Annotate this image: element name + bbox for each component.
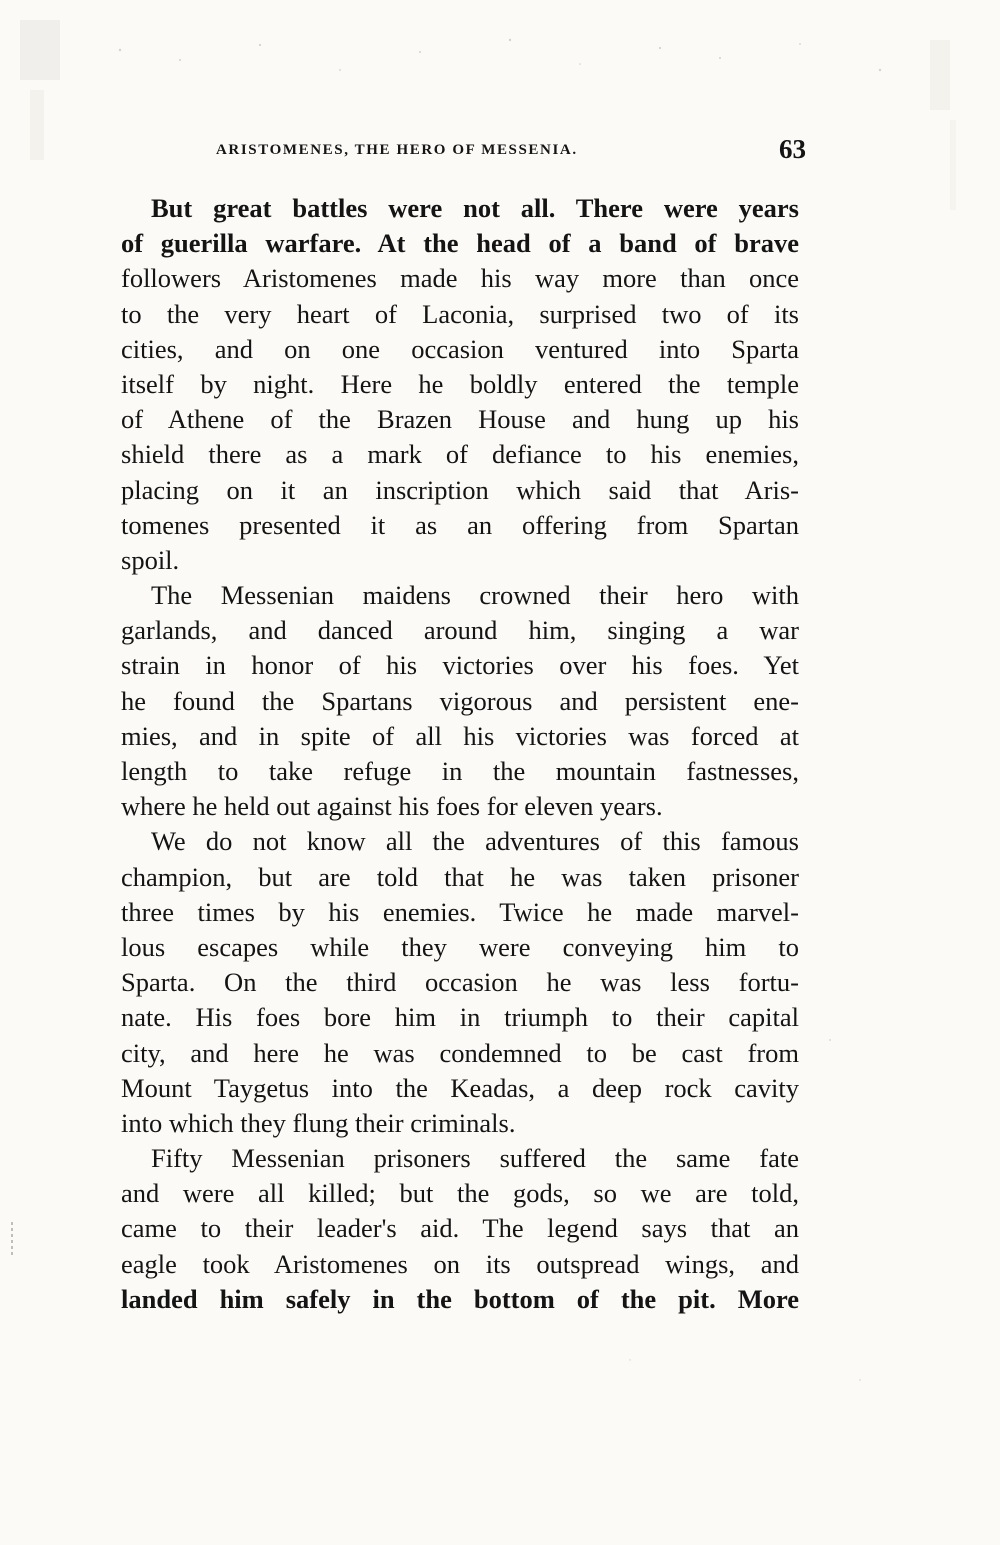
text-line: But great battles were not all. There were years (151, 193, 799, 223)
text-line: placing on it an inscription which said that Aris- (121, 474, 799, 505)
text-line: followers Aristomenes made his way more than once (121, 263, 799, 294)
text-line: garlands, and danced around him, singing a war (121, 615, 799, 646)
text-line: of Athene of the Brazen House and hung up his (121, 404, 799, 435)
text-line: mies, and in spite of all his victories was forced at (121, 720, 799, 751)
text-line: The Messenian maidens crowned their hero with (151, 580, 799, 611)
paragraph (121, 578, 799, 824)
text-line: Mount Taygetus into the Keadas, a deep rock cavity (121, 1072, 799, 1103)
text-line: city, and here he was condemned to be cast from (121, 1037, 799, 1068)
text-line: lous escapes while they were conveying him to (121, 931, 799, 962)
text-line: landed him safely in the bottom of the pit. More (121, 1283, 799, 1314)
text-line: came to their leader's aid. The legend says that an (121, 1213, 799, 1244)
body-text (121, 191, 799, 1317)
text-line: tomenes presented it as an offering from Spartan (121, 509, 799, 540)
text-line: eagle took Aristomenes on its outspread wings, and (121, 1248, 799, 1279)
text-line: strain in honor of his victories over his foes. Yet (121, 650, 799, 681)
text-line: three times by his enemies. Twice he made marvel- (121, 896, 799, 927)
text-line: into which they flung their criminals. (121, 1107, 516, 1138)
text-line: cities, and on one occasion ventured into Sparta (121, 333, 799, 364)
text-line: where he held out against his foes for eleven years. (121, 791, 663, 822)
page-number: 63 (779, 134, 806, 164)
text-line: We do not know all the adventures of this famous (151, 826, 799, 857)
running-head (216, 134, 806, 166)
text-line: he found the Spartans vigorous and persistent ene- (121, 685, 799, 716)
text-line: champion, but are told that he was taken prisoner (121, 861, 799, 892)
text-line: length to take refuge in the mountain fastnesses, (121, 756, 799, 786)
text-line: nate. His foes bore him in triumph to their capital (121, 1002, 799, 1033)
text-line: shield there as a mark of defiance to his enemies, (121, 439, 799, 470)
paragraph (121, 824, 799, 1141)
text-line: itself by night. Here he boldly entered the temple (121, 368, 799, 399)
text-line: Fifty Messenian prisoners suffered the same fate (151, 1143, 799, 1174)
text-line: of guerilla warfare. At the head of a band of brave (121, 228, 799, 259)
running-title: ARISTOMENES, THE HERO OF MESSENIA. (216, 142, 578, 158)
text-line: to the very heart of Laconia, surprised two of its (121, 298, 799, 329)
text-line: and were all killed; but the gods, so we are told, (121, 1178, 799, 1209)
text-line: Sparta. On the third occasion he was less fortu- (121, 967, 799, 998)
text-line: spoil. (121, 544, 180, 575)
paragraph (121, 191, 799, 578)
paragraph (121, 1141, 799, 1317)
